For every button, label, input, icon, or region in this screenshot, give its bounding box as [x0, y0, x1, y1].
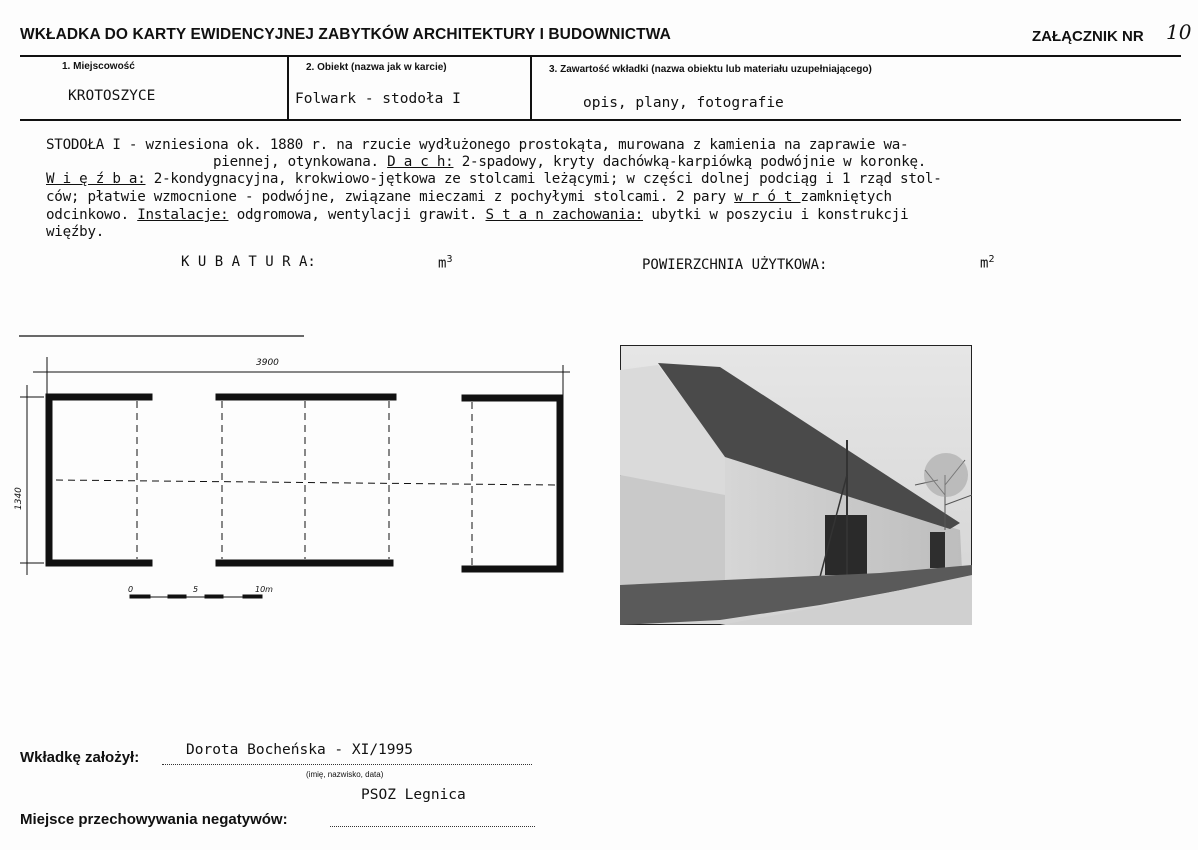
scale-bar-seg-1: [130, 595, 150, 598]
barn-photograph: [620, 345, 972, 625]
description-line-2: [213, 154, 926, 170]
desc-heading-dach: D a c h:: [387, 154, 454, 170]
desc-heading-instalacje: Instalacje:: [137, 207, 229, 223]
plan-scale-bar: [130, 595, 262, 598]
scale-label-0: 0: [128, 585, 134, 594]
plan-height-label: 1340: [14, 487, 24, 510]
attachment-number: 10: [1166, 20, 1192, 44]
scale-bar-seg-4: [243, 595, 262, 598]
desc-heading-wrot: w r ó t: [734, 189, 801, 205]
desc-text: zamkniętych: [800, 189, 892, 205]
plan-width-label: 3900: [256, 358, 279, 368]
field-1-value: KROTOSZYCE: [68, 88, 156, 104]
header-rule-bottom: [20, 119, 1181, 121]
desc-text: ców; płatwie wzmocnione - podwójne, związane mieczami z pochyłymi stolcami. 2 pary: [46, 189, 735, 205]
desc-text: 2-kondygnacyjna, krokwiowo-jętkowa ze stolcami leżącymi; w części dolnej podciąg i 1 rząd stol-: [145, 171, 942, 187]
desc-text: więźby.: [46, 224, 105, 240]
desc-text: odcinkowo.: [46, 207, 138, 223]
negatives-label: Miejsce przechowywania negatywów:: [20, 811, 288, 828]
created-by-label: Wkładkę założył:: [20, 749, 140, 766]
description-line-6: [46, 224, 104, 240]
desc-text: ubytki w poszyciu i konstrukcji: [643, 207, 909, 223]
powierzchnia-label: POWIERZCHNIA UŻYTKOWA:: [642, 257, 828, 273]
desc-text: 2-spadowy, kryty dachówką-karpiówką podwójnie w koronkę.: [453, 154, 927, 170]
field-3-label: 3. Zawartość wkładki (nazwa obiektu lub materiału uzupełniającego): [549, 64, 872, 75]
field-1-label: 1. Miejscowość: [62, 61, 135, 72]
kubatura-unit-exp: 3: [446, 254, 453, 265]
barn-door-2: [930, 532, 945, 568]
created-by-hint: (imię, nazwisko, data): [306, 770, 384, 779]
scale-label-10: 10m: [255, 585, 273, 594]
kubatura-label: K U B A T U R A:: [181, 254, 316, 270]
kubatura-unit-m: m: [438, 255, 447, 272]
desc-heading-stan: S t a n zachowania:: [485, 207, 644, 223]
scale-bar-seg-2: [168, 595, 186, 598]
desc-text: odgromowa, wentylacji grawit.: [228, 207, 486, 223]
header-rule-top: [20, 55, 1181, 57]
plan-axis-horizontal: [56, 480, 555, 485]
powierzchnia-unit-m: m: [980, 255, 989, 272]
negatives-dotted-line: [330, 826, 535, 827]
tree-canopy: [924, 453, 968, 497]
field-2-value: Folwark - stodoła I: [295, 91, 461, 107]
plan-dashed-lines: [56, 401, 555, 565]
fields-divider-1: [287, 57, 289, 120]
document-title: WKŁADKA DO KARTY EWIDENCYJNEJ ZABYTKÓW ARCHITEKTURY I BUDOWNICTWA: [20, 26, 671, 43]
desc-text: piennej, otynkowana.: [213, 154, 388, 170]
barn-front-lower: [620, 475, 725, 590]
description-line-4: [46, 189, 892, 205]
desc-text: STODOŁA I - wzniesiona ok. 1880 r. na rzucie wydłużonego prostokąta, murowana z kamienia na zaprawie wa-: [46, 137, 909, 153]
desc-heading-wiezba: W i ę ź b a:: [46, 171, 146, 187]
plan-walls: [49, 397, 560, 569]
description-line-1: [46, 137, 908, 153]
field-2-label: 2. Obiekt (nazwa jak w karcie): [306, 62, 447, 73]
scale-bar-seg-3: [205, 595, 223, 598]
attachment-label: ZAŁĄCZNIK NR: [1032, 28, 1144, 45]
fields-divider-2: [530, 57, 532, 120]
negatives-value: PSOZ Legnica: [361, 787, 466, 803]
powierzchnia-unit-exp: 2: [988, 254, 995, 265]
kubatura-unit: [438, 254, 452, 272]
created-by-dotted-line: [162, 764, 532, 765]
description-line-5: [46, 207, 908, 223]
description-line-3: [46, 171, 942, 187]
floor-plan: [0, 325, 600, 615]
field-3-value: opis, plany, fotografie: [583, 95, 784, 111]
created-by-value: Dorota Bocheńska - XI/1995: [186, 742, 413, 758]
powierzchnia-unit: [980, 254, 994, 272]
scale-label-5: 5: [193, 585, 199, 594]
wall-east: [465, 398, 560, 569]
